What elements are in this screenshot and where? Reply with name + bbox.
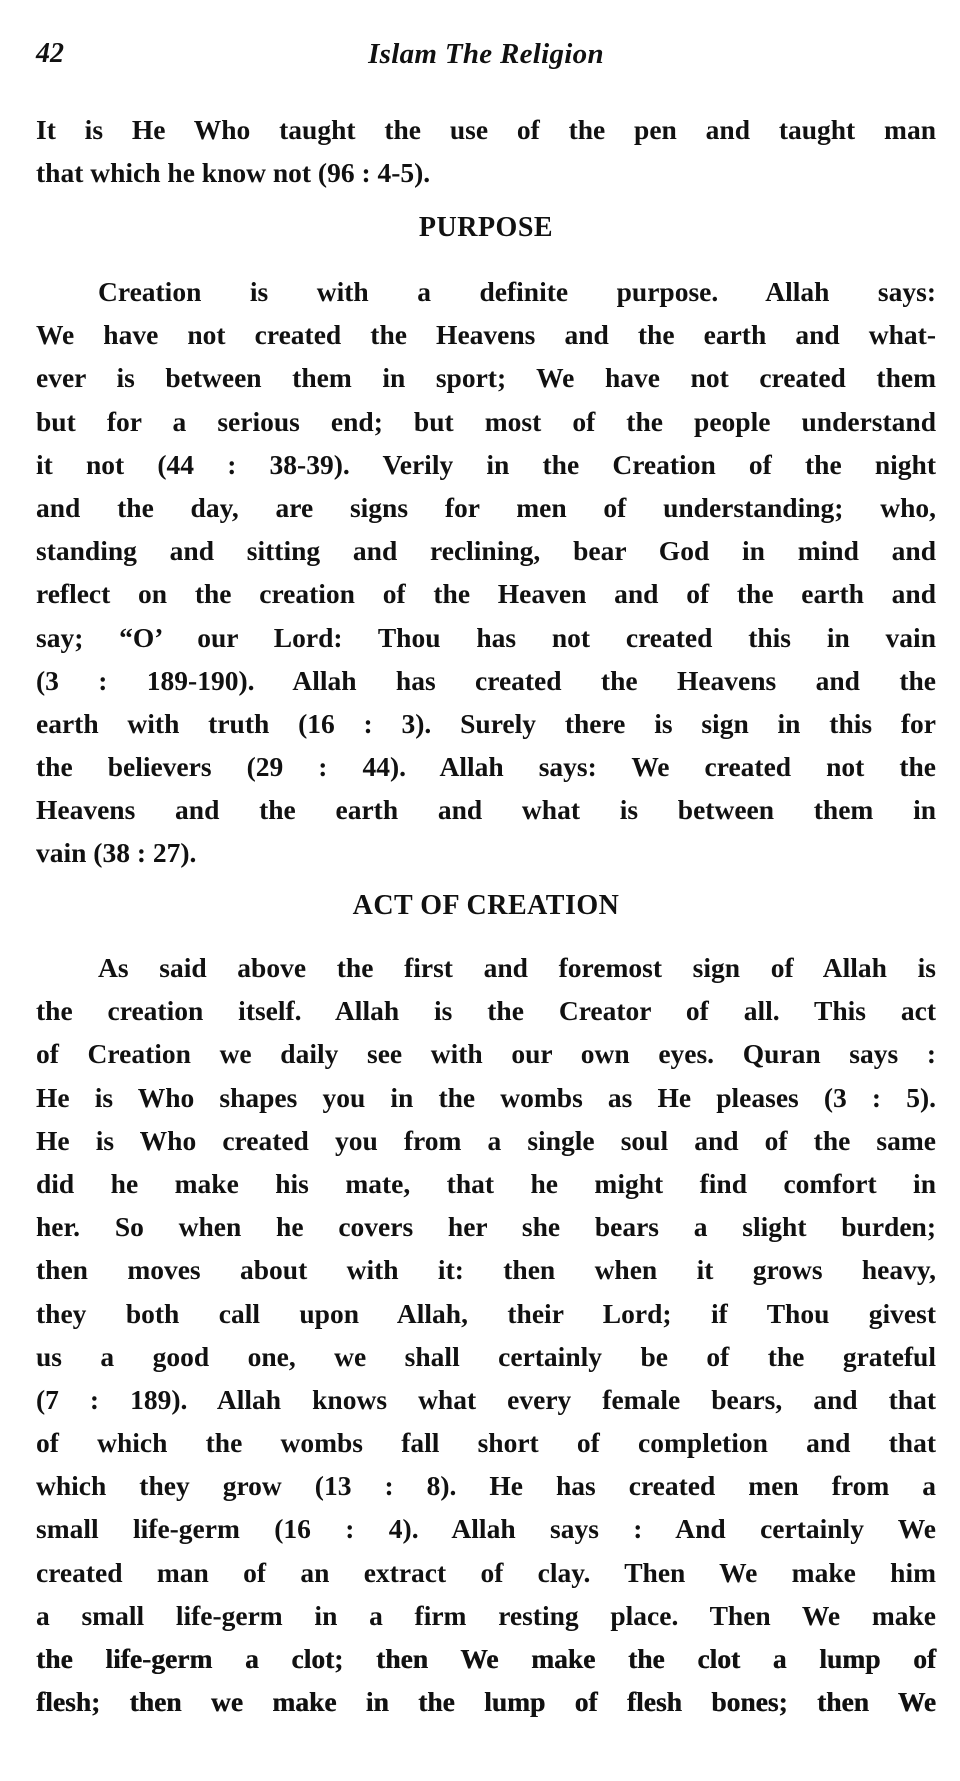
section-heading-purpose: PURPOSE [418,212,554,243]
text-line: did he make his mate, that he might find comfort in [36,1167,936,1199]
text-line: (7 : 189). Allah knows what every female bears, and that [36,1383,936,1415]
text-line: reflect on the creation of the Heaven and of the earth and [36,578,936,610]
running-header [36,38,936,78]
page-number: 42 [36,38,64,69]
text-line: the life-germ a clot; then We make the clot a lump of [36,1643,936,1674]
text-line: but for a serious end; but most of the people understand [36,405,936,437]
text-line: the creation itself. Allah is the Creator of all. This act [36,995,936,1027]
text-line: then moves about with it: then when it grows heavy, [36,1254,936,1286]
text-line: ever is between them in sport; We have not created them [36,362,936,394]
text-line: it not (44 : 38-39). Verily in the Creation of the night [36,448,936,480]
text-line: say; “O’ our Lord: Thou has not created this in vain [36,621,936,653]
intro-paragraph [36,108,936,194]
text-line: and the day, are signs for men of understanding; who, [36,491,936,523]
text-line: He is Who shapes you in the wombs as He pleases (3 : 5). [36,1081,936,1113]
text-line: they both call upon Allah, their Lord; if Thou givest [36,1297,936,1329]
text-line: Creation is with a definite purpose. Allah says: [98,276,936,307]
text-line: created man of an extract of clay. Then We make him [36,1556,936,1588]
text-line: the believers (29 : 44). Allah says: We created not the [36,751,936,783]
text-line: of Creation we daily see with our own eyes. Quran says : [36,1038,936,1070]
text-line: Heavens and the earth and what is between them in [36,794,936,826]
text-line: small life-germ (16 : 4). Allah says : And certainly We [36,1513,936,1545]
text-line: her. So when he covers her she bears a slight burden; [36,1211,936,1243]
text-line: earth with truth (16 : 3). Surely there is sign in this for [36,707,936,739]
text-line: us a good one, we shall certainly be of the grateful [36,1340,936,1372]
text-line: standing and sitting and reclining, bear God in mind and [36,535,936,567]
text-line: which they grow (13 : 8). He has created men from a [36,1470,936,1502]
text-line: vain (38 : 27). [36,837,197,869]
book-title: Islam The Religion [368,38,604,70]
text-line: He is Who created you from a single soul and of the same [36,1124,936,1156]
text-line: (3 : 189-190). Allah has created the Heavens and the [36,664,936,696]
text-line: of which the wombs fall short of completion and that [36,1427,936,1459]
section-heading-act-of-creation: ACT OF CREATION [352,890,620,921]
text-line: a small life-germ in a firm resting place. Then We make [36,1599,936,1631]
text-line: that which he know not (96 : 4-5). [36,157,431,189]
text-line: It is He Who taught the use of the pen and taught man [36,114,936,145]
act-of-creation-paragraph [36,946,936,1723]
text-line: As said above the first and foremost sign of Allah is [98,952,936,983]
text-line: We have not created the Heavens and the earth and what- [36,319,936,351]
purpose-paragraph [36,270,936,875]
text-line: flesh; then we make in the lump of flesh bones; then We [36,1686,936,1718]
